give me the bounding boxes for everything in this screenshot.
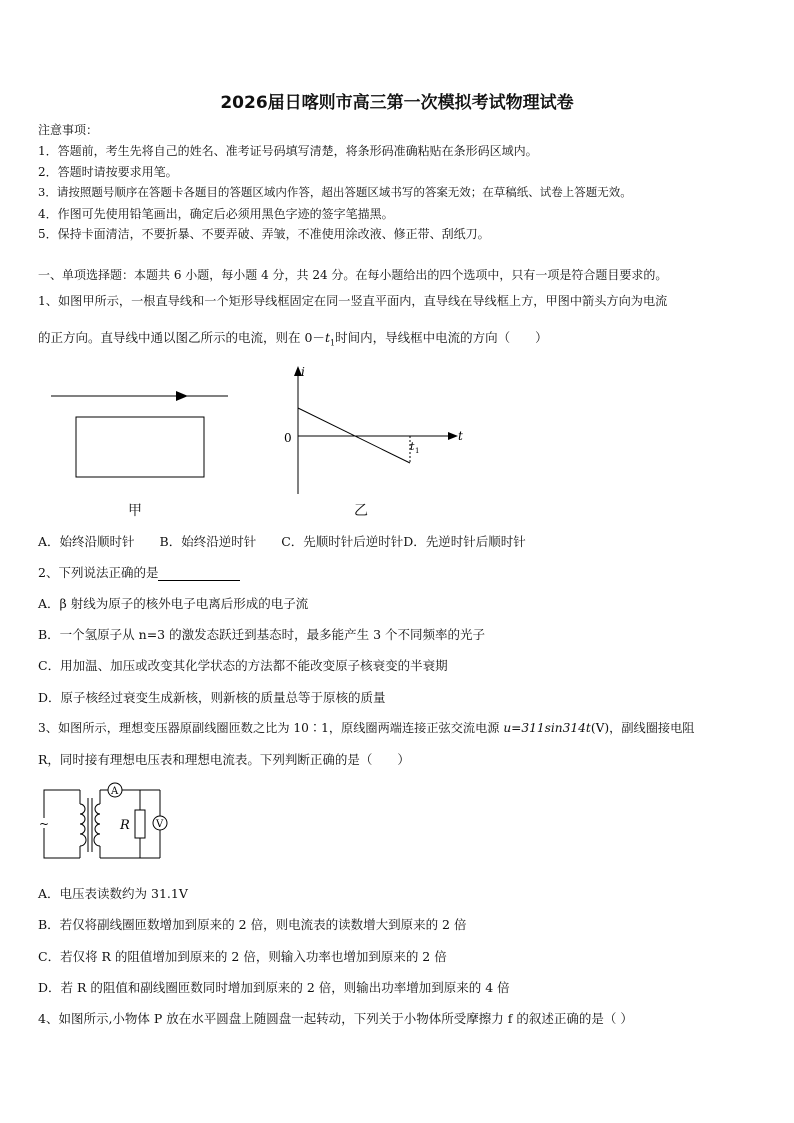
q2-option-a: A．β 射线为原子的核外电子电离后形成的电子流 <box>38 596 309 611</box>
notice-item-2: 2．答题时请按要求用笔。 <box>38 165 178 179</box>
q3-formula: u=311sin314t <box>503 721 591 735</box>
ac-source-icon: ~ <box>39 817 50 831</box>
transformer-circuit <box>36 780 171 865</box>
q3-option-d: D．若 R 的阻值和副线圈匝数同时增加到原来的 2 倍，则输出功率增加到原来的 4 倍 <box>38 980 510 995</box>
primary-wire <box>44 790 80 858</box>
q1-stem-line2 <box>38 328 548 348</box>
secondary-coil-icon <box>94 804 100 846</box>
label-t1-sub: 1 <box>415 447 420 455</box>
q3-stem-line1 <box>38 719 694 736</box>
t-axis-arrow-icon <box>448 432 458 440</box>
q1-t1-sub: 1 <box>329 338 336 348</box>
label-t1: t <box>410 440 415 453</box>
q2-option-d: D．原子核经过衰变生成新核，则新核的质量总等于原核的质量 <box>38 690 386 705</box>
current-arrow-icon <box>176 391 188 401</box>
q1-options: A．始终沿顺时针 B．始终沿逆时针 C．先顺时针后逆时针D．先逆时针后顺时针 <box>38 534 526 549</box>
primary-coil-icon <box>80 804 86 846</box>
ammeter-label: A <box>111 786 119 797</box>
answer-blank <box>158 566 240 581</box>
fig-caption-jia: 甲 <box>128 503 142 519</box>
q1-stem-line1: 1、如图甲所示，一根直导线和一个矩形导线框固定在同一竖直平面内，直导线在导线框上方，甲图中箭头方向为电流 <box>38 294 668 308</box>
rect-wire-frame <box>76 417 204 477</box>
q2-stem <box>38 563 240 581</box>
q2-option-c: C．用加温、加压或改变其化学状态的方法都不能改变原子核衰变的半衰期 <box>38 658 448 673</box>
notice-heading: 注意事项： <box>38 123 99 137</box>
notice-item-3: 3．请按照题号顺序在答题卡各题目的答题区域内作答，超出答题区域书写的答案无效；在草稿纸、试卷上答题无效。 <box>38 185 632 199</box>
q4-stem: 4、如图所示,小物体 P 放在水平圆盘上随圆盘一起转动，下列关于小物体所受摩擦力 f 的叙述正确的是（ ） <box>38 1011 633 1026</box>
q3-stem-line2: R，同时接有理想电压表和理想电流表。下列判断正确的是（ ） <box>38 752 410 767</box>
q3-option-c: C．若仅将 R 的阻值增加到原来的 2 倍，则输入功率也增加到原来的 2 倍 <box>38 949 447 964</box>
q1-t1-var: t <box>324 330 330 345</box>
section-heading: 一、单项选择题：本题共 6 小题，每小题 4 分，共 24 分。在每小题给出的四个选项中，只有一项是符合题目要求的。 <box>38 268 668 282</box>
voltmeter-label: V <box>156 819 164 830</box>
figure-jia <box>48 385 233 485</box>
label-origin: 0 <box>284 431 292 445</box>
q2-stem-text: 2、下列说法正确的是 <box>38 565 159 580</box>
resistor-icon <box>135 810 145 838</box>
q3-stem-line1a: 3、如图所示，理想变压器原副线圈匝数之比为 10∶1，原线圈两端连接正弦交流电源 <box>38 721 504 735</box>
q3-option-a: A．电压表读数约为 31.1V <box>38 886 188 901</box>
q1-stem-line2b: 时间内，导线框中电流的方向（ ） <box>335 330 548 345</box>
page-title: 2026届日喀则市高三第一次模拟考试物理试卷 <box>220 93 574 113</box>
notice-item-1: 1．答题前，考生先将自己的姓名、准考证号码填写清楚，将条形码准确粘贴在条形码区域内。 <box>38 144 538 158</box>
q2-option-b: B．一个氢原子从 n=3 的激发态跃迁到基态时，最多能产生 3 个不同频率的光子 <box>38 627 486 642</box>
resistor-label: R <box>120 818 130 833</box>
fig-caption-yi: 乙 <box>354 503 368 519</box>
q3-option-b: B．若仅将副线圈匝数增加到原来的 2 倍，则电流表的读数增大到原来的 2 倍 <box>38 917 467 932</box>
label-t: t <box>458 429 463 443</box>
label-i: i <box>301 365 305 379</box>
q3-stem-line1b: (V)，副线圈接电阻 <box>590 721 695 735</box>
notice-item-5: 5．保持卡面清洁，不要折暴、不要弄破、弄皱，不准使用涂改液、修正带、刮纸刀。 <box>38 227 490 241</box>
figure-yi <box>278 362 473 497</box>
notice-item-4: 4．作图可先使用铅笔画出，确定后必须用黑色字迹的签字笔描黑。 <box>38 207 394 221</box>
q1-stem-line2a: 的正方向。直导线中通以图乙所示的电流，则在 0－ <box>38 330 325 345</box>
